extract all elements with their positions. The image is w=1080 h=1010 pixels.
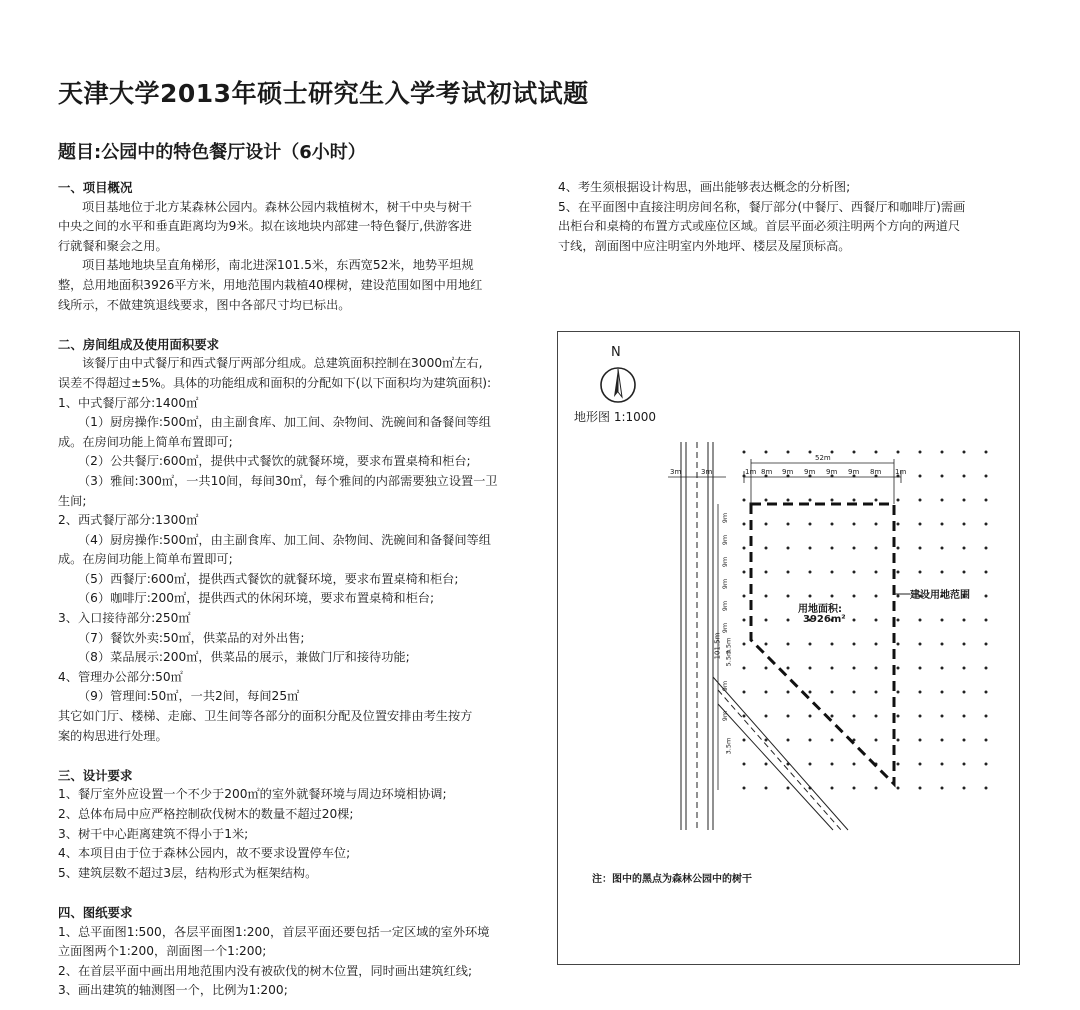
- text-line: 5、在平面图中直接注明房间名称，餐厅部分(中餐厅、西餐厅和咖啡厅)需画: [558, 199, 966, 214]
- dim-label: 9m: [848, 468, 860, 476]
- tree-dot: [963, 763, 966, 766]
- tree-dot: [831, 715, 834, 718]
- tree-dot: [897, 619, 900, 622]
- tree-dot: [787, 523, 790, 526]
- tree-dot: [853, 595, 856, 598]
- site-map: [557, 331, 1020, 965]
- text-line: 2、在首层平面中画出用地范围内没有被砍伐的树木位置，同时画出建筑红线;: [58, 963, 473, 978]
- tree-dot: [897, 547, 900, 550]
- tree-dot: [765, 787, 768, 790]
- tree-dot: [787, 667, 790, 670]
- tree-dot: [743, 787, 746, 790]
- page-subtitle: 题目:公园中的特色餐厅设计（6小时）: [58, 142, 366, 163]
- tree-dot: [985, 739, 988, 742]
- tree-dot: [831, 571, 834, 574]
- tree-dot: [919, 643, 922, 646]
- tree-dot: [941, 787, 944, 790]
- tree-dot: [809, 499, 812, 502]
- tree-dot: [831, 763, 834, 766]
- tree-dot: [919, 787, 922, 790]
- tree-dot: [919, 667, 922, 670]
- dim-label: 9m: [721, 622, 730, 634]
- tree-dot: [985, 571, 988, 574]
- text-line: 生间;: [58, 493, 87, 508]
- tree-dot: [831, 523, 834, 526]
- text-line: 其它如门厅、楼梯、走廊、卫生间等各部分的面积分配及位置安排由考生按方: [58, 709, 473, 724]
- text-line: 立面图两个1:200，剖面图一个1:200;: [58, 944, 267, 959]
- dim-label: 8m: [761, 468, 773, 476]
- tree-dot: [787, 763, 790, 766]
- text-line: （5）西餐厅:600㎡，提供西式餐饮的就餐环境，要求布置桌椅和柜台;: [78, 571, 459, 586]
- right-column: [558, 178, 1028, 256]
- tree-dot: [853, 667, 856, 670]
- tree-dot: [875, 619, 878, 622]
- section-heading: 四、图纸要求: [58, 904, 133, 920]
- text-line: 出柜台和桌椅的布置方式或座位区域。首层平面必须注明两个方向的两道尺: [558, 219, 961, 234]
- tree-dot: [743, 763, 746, 766]
- section-heading: 二、房间组成及使用面积要求: [58, 336, 220, 352]
- tree-dot: [809, 715, 812, 718]
- section-heading: 三、设计要求: [58, 767, 133, 783]
- tree-dot: [941, 523, 944, 526]
- tree-dot: [831, 547, 834, 550]
- tree-dot: [809, 643, 812, 646]
- tree-dot: [853, 715, 856, 718]
- tree-dot: [809, 787, 812, 790]
- tree-dot: [853, 691, 856, 694]
- dim-label: 5.5m: [724, 649, 733, 667]
- tree-dot: [875, 739, 878, 742]
- dim-label: 101.5m: [713, 632, 722, 660]
- page-title: 天津大学2013年硕士研究生入学考试初试试题: [58, 79, 589, 108]
- text-line: 项目基地地块呈直角梯形，南北进深101.5米，东西宽52米，地势平坦规: [82, 258, 474, 273]
- text-line: （9）管理间:50㎡，一共2间，每间25㎡: [78, 689, 300, 704]
- left-column: [58, 178, 548, 1001]
- tree-dot: [941, 643, 944, 646]
- tree-dot: [919, 475, 922, 478]
- dim-label: 52m: [815, 454, 831, 462]
- tree-dot: [787, 739, 790, 742]
- tree-dot: [897, 691, 900, 694]
- area-value: 3926m²: [803, 614, 846, 625]
- text-line: 项目基地位于北方某森林公园内。森林公园内栽植树木，树干中央与树干: [82, 199, 472, 214]
- tree-dot: [787, 787, 790, 790]
- text-line: 1、总平面图1:500，各层平面图1:200，首层平面还要包括一定区域的室外环境: [58, 924, 490, 939]
- tree-dot: [809, 571, 812, 574]
- tree-dot: [919, 691, 922, 694]
- tree-dot: [787, 643, 790, 646]
- text-line: 成。在房间功能上简单布置即可;: [58, 434, 233, 449]
- area-label: 用地面积:: [798, 604, 842, 615]
- dim-label: 3.5m: [724, 737, 733, 755]
- dim-label: 3.5m: [724, 637, 733, 655]
- tree-dot: [765, 763, 768, 766]
- tree-dot: [919, 619, 922, 622]
- dim-label: 9m: [721, 556, 730, 568]
- map-scale-label: 地形图 1:1000: [574, 410, 657, 424]
- tree-dot: [963, 475, 966, 478]
- tree-dot: [897, 523, 900, 526]
- tree-dot: [875, 715, 878, 718]
- text-line: （8）菜品展示:200㎡，供菜品的展示，兼做门厅和接待功能;: [78, 650, 410, 665]
- tree-dot: [809, 547, 812, 550]
- tree-dot: [875, 691, 878, 694]
- tree-dot: [963, 451, 966, 454]
- text-line: 3、树干中心距离建筑不得小于1米;: [58, 826, 249, 841]
- tree-dot: [897, 451, 900, 454]
- tree-dot: [743, 595, 746, 598]
- tree-dot: [941, 571, 944, 574]
- tree-dot: [897, 787, 900, 790]
- tree-dot: [809, 691, 812, 694]
- tree-dot: [919, 763, 922, 766]
- site-boundary: [751, 504, 894, 784]
- text-line: 3、入口接待部分:250㎡: [58, 611, 191, 626]
- text-line: 寸线，剖面图中应注明室内外地坪、楼层及屋顶标高。: [558, 238, 851, 253]
- tree-dot: [897, 643, 900, 646]
- tree-dot: [787, 451, 790, 454]
- dim-label: 9m: [721, 534, 730, 546]
- tree-dot: [919, 571, 922, 574]
- tree-dot: [765, 667, 768, 670]
- road: [681, 442, 848, 830]
- text-line: 案的构思进行处理。: [58, 728, 168, 743]
- tree-dot: [941, 547, 944, 550]
- tree-dot: [985, 787, 988, 790]
- tree-dot: [897, 739, 900, 742]
- tree-dot: [897, 667, 900, 670]
- tree-dot: [919, 499, 922, 502]
- dim-label: 3m: [670, 468, 682, 476]
- text-line: 2、总体布局中应严格控制砍伐树木的数量不超过20棵;: [58, 807, 354, 821]
- tree-dot: [787, 571, 790, 574]
- map-note: 注：图中的黑点为森林公园中的树干: [592, 874, 752, 885]
- dim-label: 9m: [804, 468, 816, 476]
- tree-dot: [853, 763, 856, 766]
- tree-dot: [963, 499, 966, 502]
- text-line: 4、管理办公部分:50㎡: [58, 669, 183, 684]
- tree-dot: [941, 619, 944, 622]
- dim-label: 1m: [895, 468, 907, 476]
- tree-dot: [809, 739, 812, 742]
- tree-dot: [875, 643, 878, 646]
- tree-dot: [919, 451, 922, 454]
- tree-dot: [787, 715, 790, 718]
- tree-dot: [941, 715, 944, 718]
- tree-dot: [985, 547, 988, 550]
- dim-label: 9m: [721, 578, 730, 590]
- tree-dot: [765, 619, 768, 622]
- tree-dot: [985, 619, 988, 622]
- tree-dot: [985, 451, 988, 454]
- tree-dot: [809, 523, 812, 526]
- tree-dot: [941, 475, 944, 478]
- tree-dot: [985, 643, 988, 646]
- tree-dot: [985, 667, 988, 670]
- tree-dot: [809, 595, 812, 598]
- section-heading: 一、项目概况: [58, 180, 133, 195]
- tree-dot: [853, 571, 856, 574]
- dim-label: 9m: [721, 710, 730, 722]
- tree-dot: [831, 739, 834, 742]
- text-line: 2、西式餐厅部分:1300㎡: [58, 513, 199, 528]
- tree-dot: [765, 451, 768, 454]
- tree-dot: [787, 619, 790, 622]
- boundary-label: 建设用地范围: [910, 590, 970, 601]
- tree-dot: [941, 763, 944, 766]
- tree-dot: [765, 739, 768, 742]
- tree-dot: [963, 547, 966, 550]
- tree-dot: [875, 451, 878, 454]
- tree-dot: [809, 451, 812, 454]
- tree-dot: [765, 595, 768, 598]
- tree-dot: [831, 787, 834, 790]
- tree-dot: [765, 715, 768, 718]
- text-line: 1、餐厅室外应设置一个不少于200㎡的室外就餐环境与周边环境相协调;: [58, 787, 447, 802]
- north-arrow-icon: [601, 368, 635, 402]
- tree-dot: [853, 523, 856, 526]
- tree-dot: [743, 499, 746, 502]
- tree-dot: [875, 787, 878, 790]
- text-line: 行就餐和聚会之用。: [58, 238, 168, 253]
- tree-dot: [941, 499, 944, 502]
- text-line: 成。在房间功能上简单布置即可;: [58, 552, 233, 567]
- tree-dot: [897, 595, 900, 598]
- tree-dot: [743, 643, 746, 646]
- tree-dot: [787, 499, 790, 502]
- text-line: 误差不得超过±5%。具体的功能组成和面积的分配如下(以下面积均为建筑面积):: [58, 375, 492, 390]
- dim-label: 9m: [721, 600, 730, 612]
- tree-dot: [853, 787, 856, 790]
- tree-dot: [963, 739, 966, 742]
- tree-dot: [919, 523, 922, 526]
- tree-dot: [853, 451, 856, 454]
- dim-label: 9m: [782, 468, 794, 476]
- text-line: （7）餐饮外卖:50㎡，供菜品的对外出售;: [78, 630, 305, 645]
- text-line: 中央之间的水平和垂直距离均为9米。拟在该地块内部建一特色餐厅,供游客进: [58, 219, 472, 234]
- tree-dot: [743, 451, 746, 454]
- tree-dot: [787, 691, 790, 694]
- tree-dot: [809, 667, 812, 670]
- tree-dot: [743, 667, 746, 670]
- tree-dot: [985, 763, 988, 766]
- tree-dot: [985, 475, 988, 478]
- dim-label: 1m: [745, 468, 757, 476]
- tree-dot: [875, 499, 878, 502]
- text-line: 整，总用地面积3926平方米，用地范围内栽植40棵树，建设范围如图中用地红: [58, 277, 483, 292]
- text-line: 5、建筑层数不超过3层，结构形式为框架结构。: [58, 865, 318, 880]
- tree-dot: [765, 523, 768, 526]
- tree-dot: [919, 739, 922, 742]
- text-line: 该餐厅由中式餐厅和西式餐厅两部分组成。总建筑面积控制在3000㎡左右,: [82, 356, 483, 371]
- dim-label: 8m: [870, 468, 882, 476]
- text-line: 4、考生须根据设计构思，画出能够表达概念的分析图;: [558, 180, 851, 194]
- tree-dot: [831, 595, 834, 598]
- tree-dot: [963, 691, 966, 694]
- dim-label: 9m: [721, 680, 730, 692]
- tree-dot: [765, 499, 768, 502]
- tree-dot: [875, 547, 878, 550]
- tree-dot: [897, 499, 900, 502]
- text-line: 3、画出建筑的轴测图一个，比例为1:200;: [58, 983, 288, 998]
- tree-dot: [765, 547, 768, 550]
- tree-dot: [831, 691, 834, 694]
- tree-dot: [743, 691, 746, 694]
- tree-dot: [809, 763, 812, 766]
- tree-dot: [831, 667, 834, 670]
- tree-dot: [743, 547, 746, 550]
- dim-label: 9m: [721, 512, 730, 524]
- text-line: （3）雅间:300㎡，一共10间，每间30㎡，每个雅间的内部需要独立设置一卫: [78, 473, 498, 488]
- tree-dot: [985, 691, 988, 694]
- tree-dot: [743, 715, 746, 718]
- tree-dot: [919, 547, 922, 550]
- tree-dot: [963, 643, 966, 646]
- tree-dot: [985, 595, 988, 598]
- tree-dot: [919, 715, 922, 718]
- tree-dot: [743, 739, 746, 742]
- tree-dot: [941, 451, 944, 454]
- tree-dot: [853, 547, 856, 550]
- tree-dot: [985, 523, 988, 526]
- tree-dot: [963, 571, 966, 574]
- tree-dot: [963, 523, 966, 526]
- text-line: （4）厨房操作:500㎡，由主副食库、加工间、杂物间、洗碗间和备餐间等组: [78, 532, 491, 547]
- tree-dot: [963, 787, 966, 790]
- tree-dot: [875, 523, 878, 526]
- tree-dot: [853, 499, 856, 502]
- tree-dot: [941, 691, 944, 694]
- tree-dot: [875, 571, 878, 574]
- tree-dot: [963, 619, 966, 622]
- tree-dot: [941, 667, 944, 670]
- text-line: 4、本项目由于位于森林公园内，故不要求设置停车位;: [58, 846, 351, 861]
- tree-dot: [897, 571, 900, 574]
- tree-dot: [853, 643, 856, 646]
- tree-dot: [787, 595, 790, 598]
- tree-dot: [853, 619, 856, 622]
- tree-dot: [831, 643, 834, 646]
- text-line: （2）公共餐厅:600㎡，提供中式餐饮的就餐环境，要求布置桌椅和柜台;: [78, 454, 471, 469]
- tree-dot: [765, 643, 768, 646]
- text-line: 线所示，不做建筑退线要求，图中各部尺寸均已标出。: [58, 297, 351, 312]
- text-line: （1）厨房操作:500㎡，由主副食库、加工间、杂物间、洗碗间和备餐间等组: [78, 415, 491, 430]
- tree-dot: [985, 499, 988, 502]
- tree-dot: [941, 739, 944, 742]
- tree-dot: [985, 715, 988, 718]
- tree-dots: [743, 451, 988, 790]
- tree-dot: [743, 619, 746, 622]
- tree-dot: [875, 667, 878, 670]
- text-line: 1、中式餐厅部分:1400㎡: [58, 395, 199, 410]
- dim-label: 3m: [701, 468, 713, 476]
- tree-dot: [787, 547, 790, 550]
- tree-dot: [743, 571, 746, 574]
- tree-dot: [765, 691, 768, 694]
- tree-dot: [765, 571, 768, 574]
- dim-label: 9m: [826, 468, 838, 476]
- tree-dot: [963, 667, 966, 670]
- tree-dot: [963, 715, 966, 718]
- north-label: N: [611, 345, 621, 360]
- tree-dot: [897, 763, 900, 766]
- tree-dot: [897, 715, 900, 718]
- tree-dot: [743, 523, 746, 526]
- text-line: （6）咖啡厅:200㎡，提供西式的休闲环境，要求布置桌椅和柜台;: [78, 591, 435, 606]
- tree-dot: [875, 595, 878, 598]
- tree-dot: [831, 499, 834, 502]
